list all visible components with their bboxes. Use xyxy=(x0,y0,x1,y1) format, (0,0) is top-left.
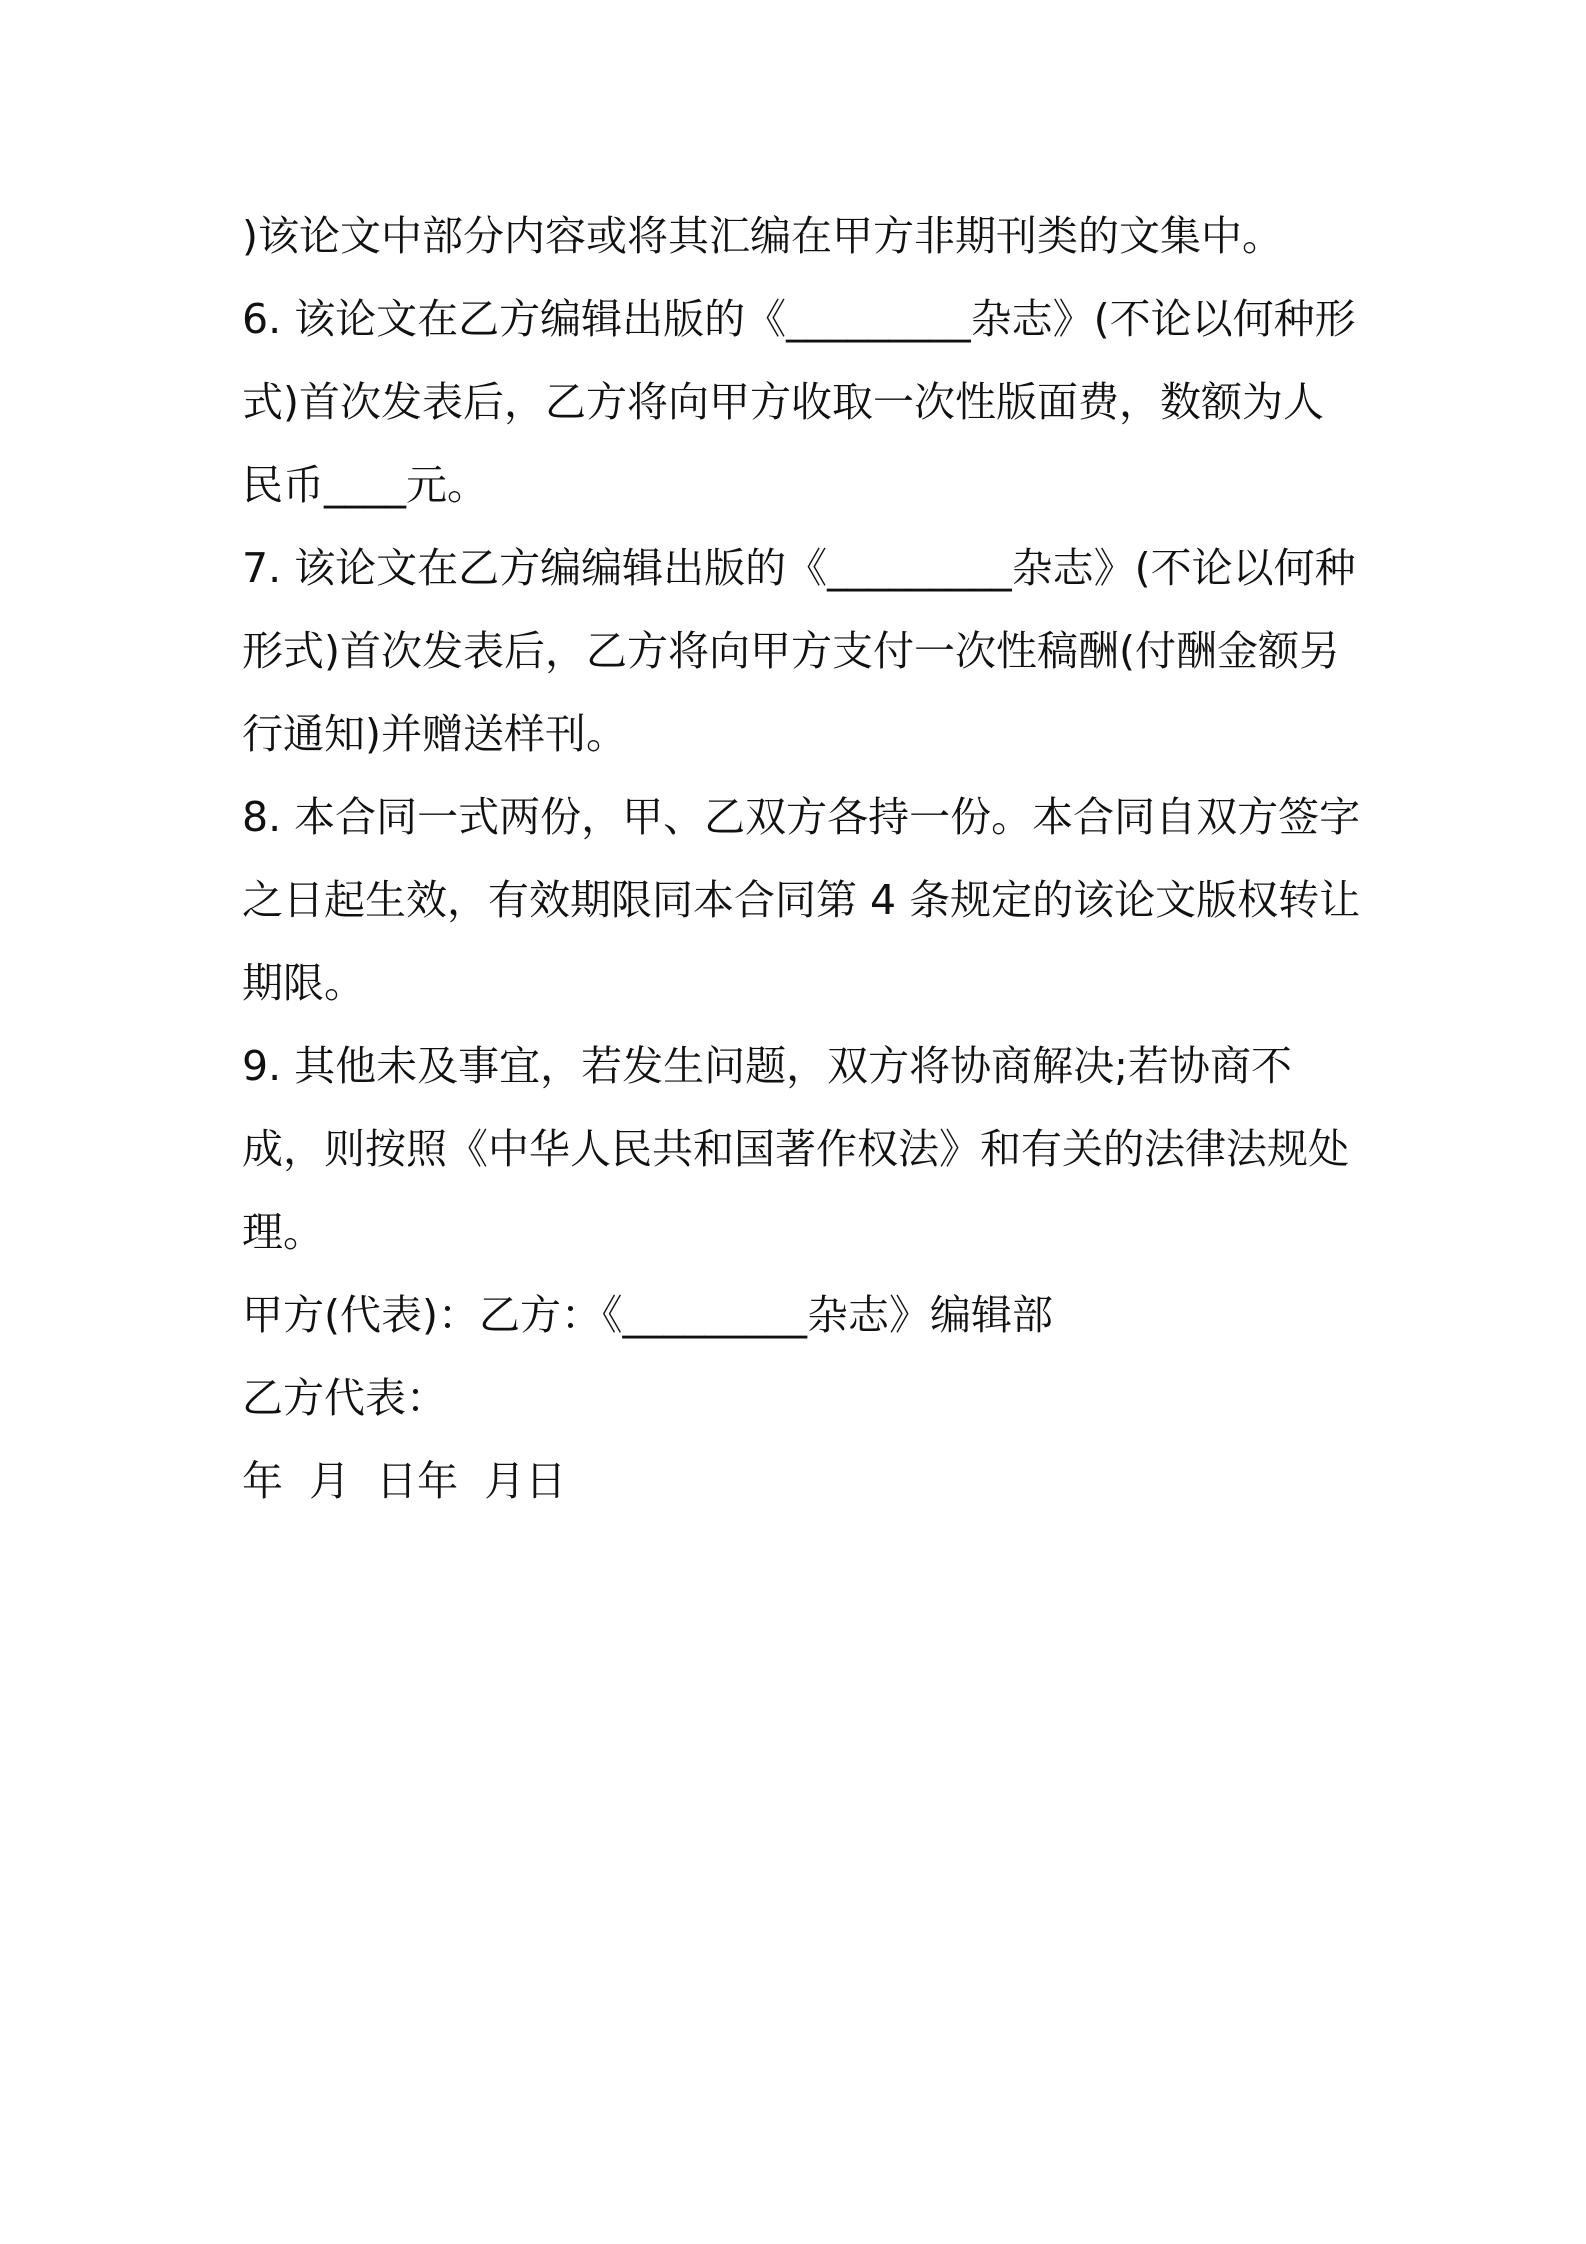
clause-9: 9. 其他未及事宜，若发生问题，双方将协商解决;若协商不成，则按照《中华人民共和国著作权法》和有关的法律法规处理。 xyxy=(242,1042,1349,1256)
clause-7: 7. 该论文在乙方编编辑出版的《_________杂志》(不论以何种形式)首次发表后，乙方将向甲方支付一次性稿酬(付酬金额另行通知)并赠送样刊。 xyxy=(242,544,1356,758)
document-body xyxy=(242,195,1362,1523)
clause-6: 6. 该论文在乙方编辑出版的《_________杂志》(不论以何种形式)首次发表后，乙方将向甲方收取一次性版面费，数额为人民币____元。 xyxy=(242,295,1356,509)
date-line: 年 月 日年 月日 xyxy=(242,1457,567,1505)
paragraph-continuation: )该论文中部分内容或将其汇编在甲方非期刊类的文集中。 xyxy=(242,212,1283,260)
party-b-representative-line: 乙方代表： xyxy=(242,1374,447,1422)
clause-8: 8. 本合同一式两份，甲、乙双方各持一份。本合同自双方签字之日起生效，有效期限同本合同第 4 条规定的该论文版权转让期限。 xyxy=(242,793,1361,1007)
signature-parties-line: 甲方(代表)：乙方：《_________杂志》编辑部 xyxy=(242,1291,1053,1339)
